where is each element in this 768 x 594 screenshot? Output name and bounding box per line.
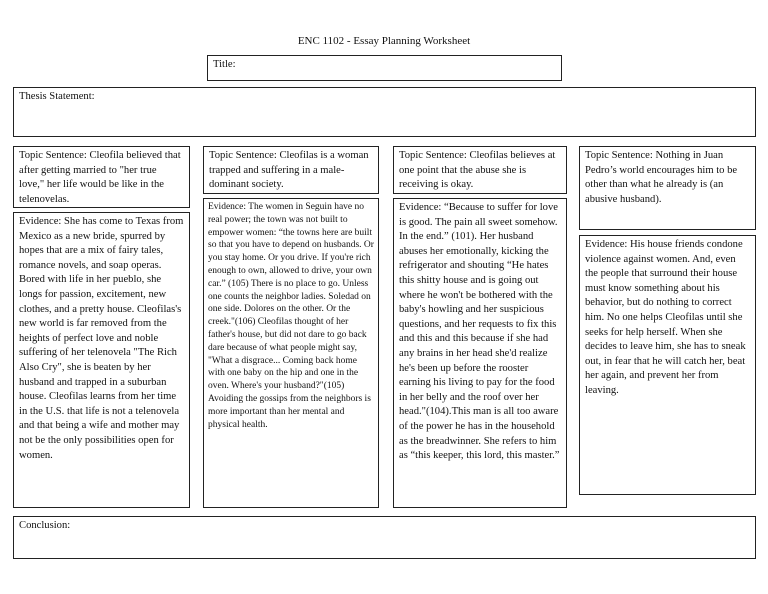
topic-sentence-text-2: Topic Sentence: Cleofilas is a woman trapped and suffering in a male-dominant society. bbox=[209, 150, 369, 191]
evidence-box-2[interactable] bbox=[203, 198, 379, 508]
title-field[interactable] bbox=[207, 55, 562, 81]
thesis-statement-field[interactable] bbox=[13, 87, 756, 137]
topic-sentence-text-4: Topic Sentence: Nothing in Juan Pedro’s world encourages him to be other than what he already is (an abusive husband). bbox=[585, 150, 738, 205]
topic-sentence-box-4[interactable] bbox=[579, 146, 756, 230]
evidence-box-4[interactable] bbox=[579, 235, 756, 495]
thesis-statement-label: Thesis Statement: bbox=[19, 91, 95, 102]
evidence-text-2: Evidence: The women in Seguin have no real power; the town was not built to empower women: “the towns here are built so that you have to depend on husbands. Or you stay home. Or you drive. If you're rich enough to own, allowed to drive, your own car.” (105) There is no place to go. Unless one counts the neighbor ladies. Soledad on one side. Dolores on the other. Or the creek."(106) Cleofilas thought of her father's house, but did not dare to go back dare because of what people might say, "What a disgrace... Coming back home with one baby on the hip and one in the oven. Where's your husband?"(105) Avoiding the gossips from the neighbors is more important than her mental and physical health. bbox=[208, 202, 374, 430]
title-field-label: Title: bbox=[213, 59, 236, 70]
evidence-text-3: Evidence: “Because to suffer for love is good. The pain all sweet somehow. In the end.” (101). Her husband abuses her emotionally, kicking the refrigerator and shouting “He hates this shitty house and is going out where he won't be bothered with the baby's howling and her suspicious questions, and her requests to fix this and this and this because if she had any brains in her head she'd realize he's been up before the rooster earning his living to pay for the food in her belly and the roof over her head."(104).This man is all too aware of the power he has in the household as the breadwinner. She refers to him as “this keeper, this lord, this master.” bbox=[399, 202, 560, 462]
conclusion-field[interactable] bbox=[13, 516, 756, 559]
topic-sentence-text-3: Topic Sentence: Cleofilas believes at one point that the abuse she is receiving is okay. bbox=[399, 150, 556, 191]
evidence-box-3[interactable] bbox=[393, 198, 567, 508]
evidence-text-4: Evidence: His house friends condone violence against women. And, even the people that surround their house must know something about his behavior, but do nothing to correct him. No one helps Cleofilas until she seeks for help herself. When she decides to leave him, she has to sneak out, in fear that he will catch her, beat her again, and prevent her from leaving. bbox=[585, 239, 746, 396]
evidence-box-1[interactable] bbox=[13, 212, 190, 508]
worksheet-title: ENC 1102 - Essay Planning Worksheet bbox=[297, 35, 471, 47]
topic-sentence-box-1[interactable] bbox=[13, 146, 190, 208]
evidence-text-1: Evidence: She has come to Texas from Mexico as a new bride, spurred by hopes that are a mix of fairy tales, romance novels, and soap operas. Bored with life in her pueblo, she longs for passion, excitement, new clothes, and a pretty house. Cleofilas's new world is far removed from the heights of perfect love and noble suffering of her telenovela "The Rich Also Cry", she is beaten by her husband and trapped in a suburban house. Cleofilas learns from her time in the U.S. that life is not a telenovela and that being a wife and mother may not be the only possibilities open for women. bbox=[19, 216, 184, 461]
topic-sentence-text-1: Topic Sentence: Cleofila believed that after getting married to "her true love," her life would be like in the telenovelas. bbox=[19, 150, 181, 205]
topic-sentence-box-3[interactable] bbox=[393, 146, 567, 194]
conclusion-label: Conclusion: bbox=[19, 520, 71, 531]
topic-sentence-box-2[interactable] bbox=[203, 146, 379, 194]
